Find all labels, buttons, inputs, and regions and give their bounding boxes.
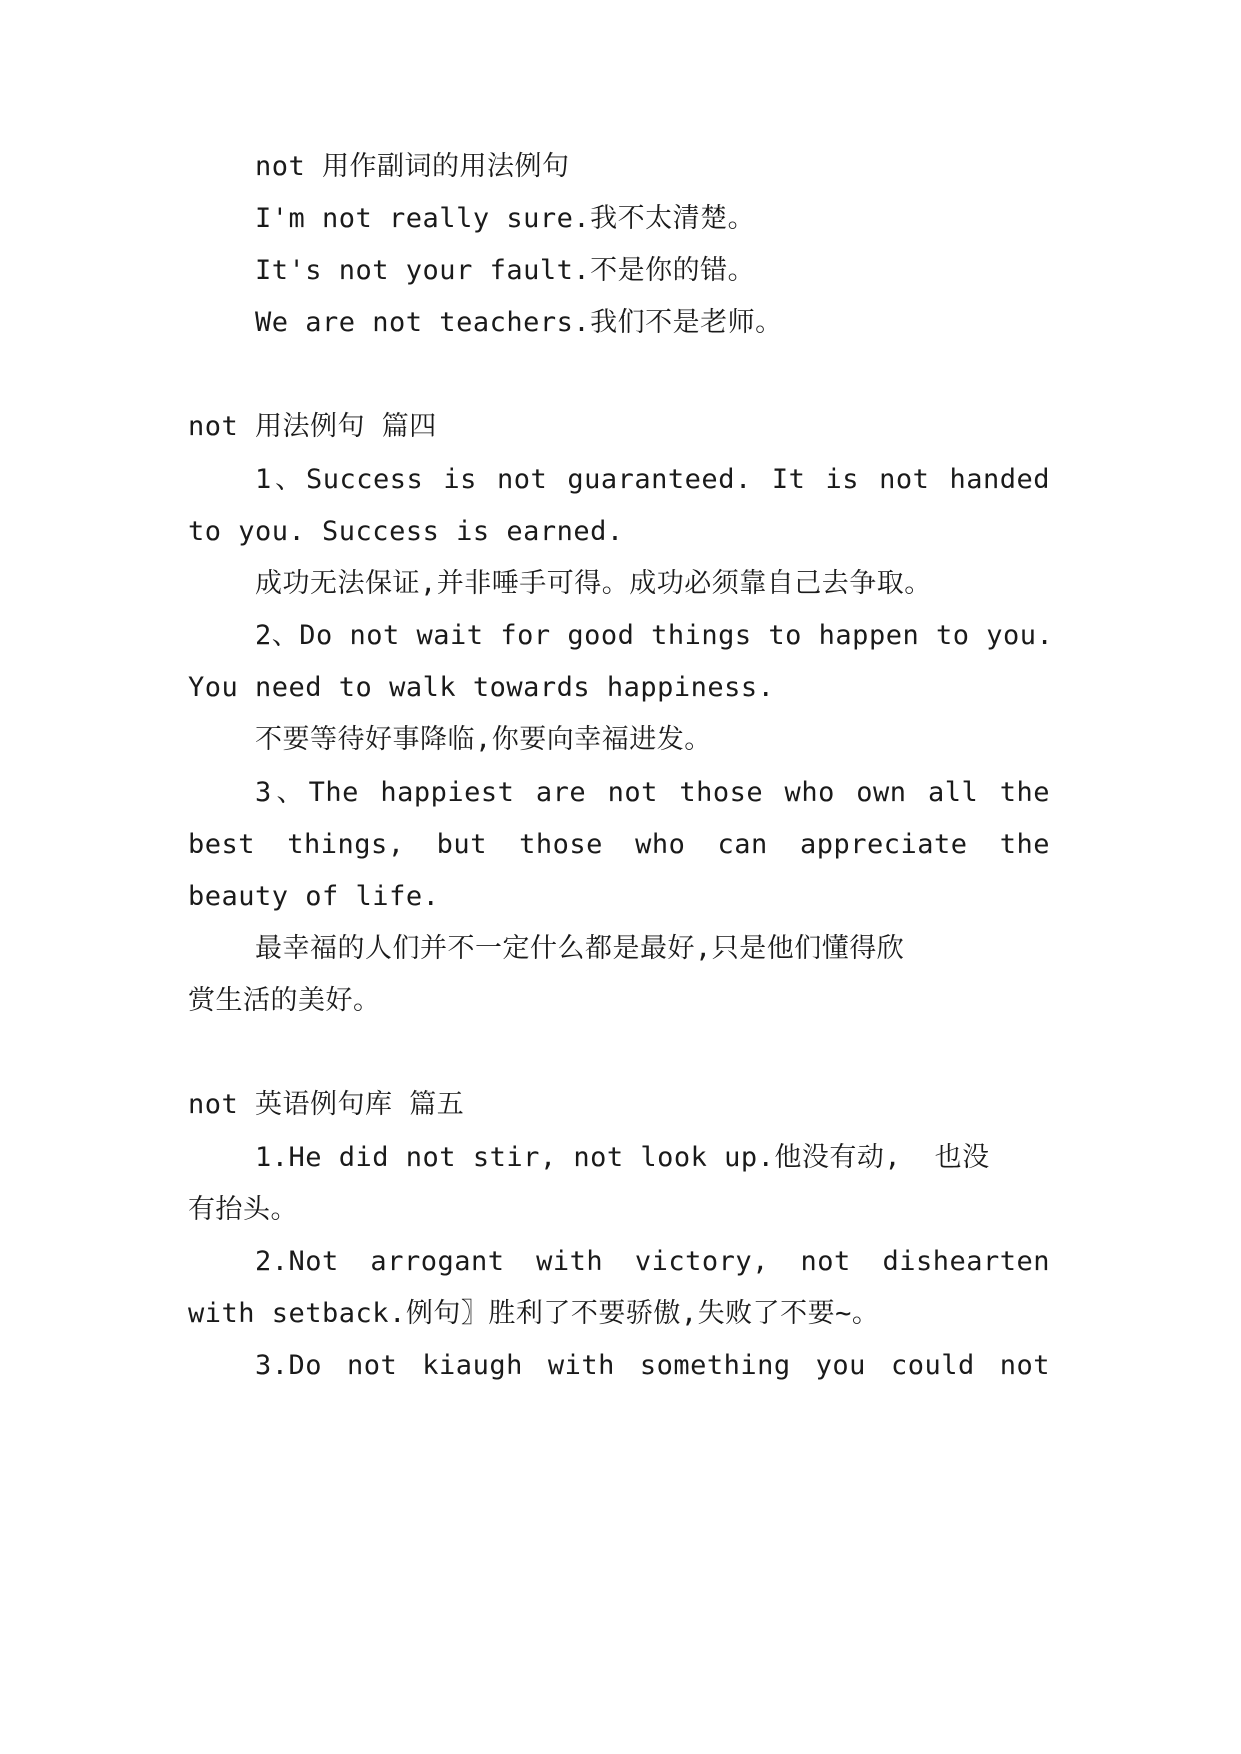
example-english-line: best things, but those who can appreciate the: [188, 829, 1050, 860]
example-english-line: beauty of life.: [188, 881, 440, 912]
example-line: 有抬头。: [188, 1194, 298, 1225]
section-heading-part-five: not 英语例句库 篇五: [188, 1089, 465, 1120]
example-sentence: We are not teachers.我们不是老师。: [255, 307, 783, 338]
example-chinese-line: 不要等待好事降临,你要向幸福进发。: [255, 724, 712, 755]
example-line: 1.He did not stir, not look up.他没有动, 也没: [255, 1142, 990, 1173]
example-line: with setback.例句〗胜利了不要骄傲,失败了不要~。: [188, 1298, 880, 1329]
example-english-line: to you. Success is earned.: [188, 516, 624, 547]
example-line: 2.Not arrogant with victory, not dishearten: [255, 1246, 1050, 1277]
example-chinese-line: 成功无法保证,并非唾手可得。成功必须靠自己去争取。: [255, 568, 932, 599]
section-heading-part-four: not 用法例句 篇四: [188, 411, 437, 442]
example-line: 3.Do not kiaugh with something you could not: [255, 1350, 1050, 1381]
example-english-line: You need to walk towards happiness.: [188, 672, 775, 703]
example-english-line: 2、Do not wait for good things to happen to you.: [255, 620, 1054, 651]
example-sentence: It's not your fault.不是你的错。: [255, 255, 756, 286]
example-english-line: 3、The happiest are not those who own all the: [255, 777, 1050, 808]
example-chinese-line: 赏生活的美好。: [188, 985, 381, 1016]
example-english-line: 1、Success is not guaranteed. It is not handed: [255, 464, 1050, 495]
example-chinese-line: 最幸福的人们并不一定什么都是最好,只是他们懂得欣: [255, 933, 905, 964]
example-sentence: I'm not really sure.我不太清楚。: [255, 203, 756, 234]
section-heading-adverb-usage: not 用作副词的用法例句: [255, 151, 570, 182]
